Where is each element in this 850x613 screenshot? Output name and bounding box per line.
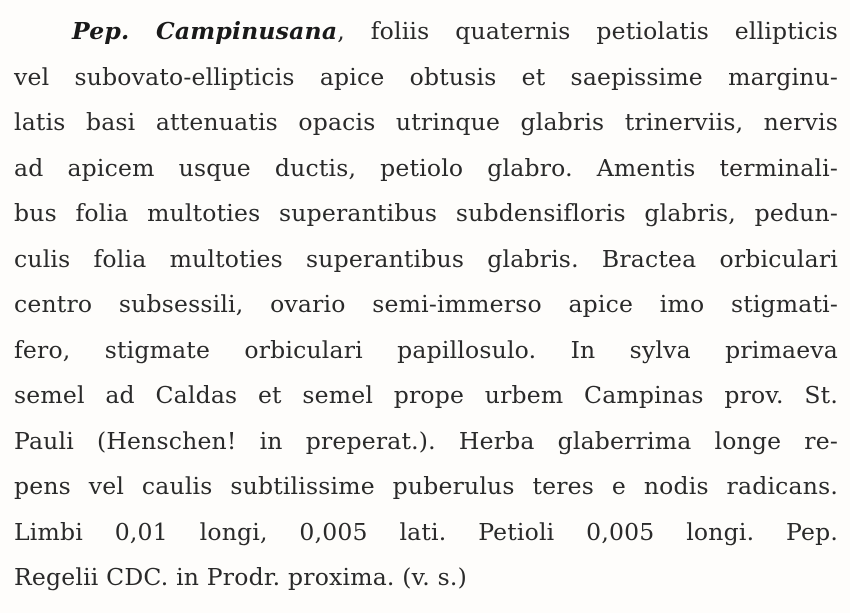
- text-line-10: Pauli (Henschen! in preperat.). Herba glaberrima longe re-: [14, 426, 838, 455]
- text-line-3: latis basi attenuatis opacis utrinque glabris trinerviis, nervis: [14, 108, 838, 136]
- text-line-7: centro subsessili, ovario semi-immerso apice imo stigmati-: [14, 290, 838, 318]
- text-line-13: Regelii CDC. in Prodr. proxima. (v. s.): [14, 563, 467, 591]
- text-line-6: culis folia multoties superantibus glabris. Bractea orbiculari: [14, 244, 838, 273]
- text-line-1: [14, 9, 838, 55]
- text-line-2: vel subovato-ellipticis apice obtusis et saepissime marginu-: [14, 62, 838, 91]
- text-line-11: pens vel caulis subtilissime puberulus teres e nodis radicans.: [14, 472, 838, 500]
- text-line-8: fero, stigmate orbiculari papillosulo. In sylva primaeva: [14, 335, 838, 364]
- text-line-9: semel ad Caldas et semel prope urbem Campinas prov. St.: [14, 381, 838, 409]
- species-description: [14, 9, 838, 601]
- text-line-4: ad apicem usque ductis, petiolo glabro. Amentis terminali-: [14, 153, 838, 182]
- line-1-text: , foliis quaternis petiolatis ellipticis: [337, 17, 838, 45]
- text-line-5: bus folia multoties superantibus subdensifloris glabris, pedun-: [14, 199, 838, 227]
- species-name: Pep. Campinusana: [72, 17, 338, 45]
- text-line-12: Limbi 0,01 longi, 0,005 lati. Petioli 0,005 longi. Pep.: [14, 517, 838, 546]
